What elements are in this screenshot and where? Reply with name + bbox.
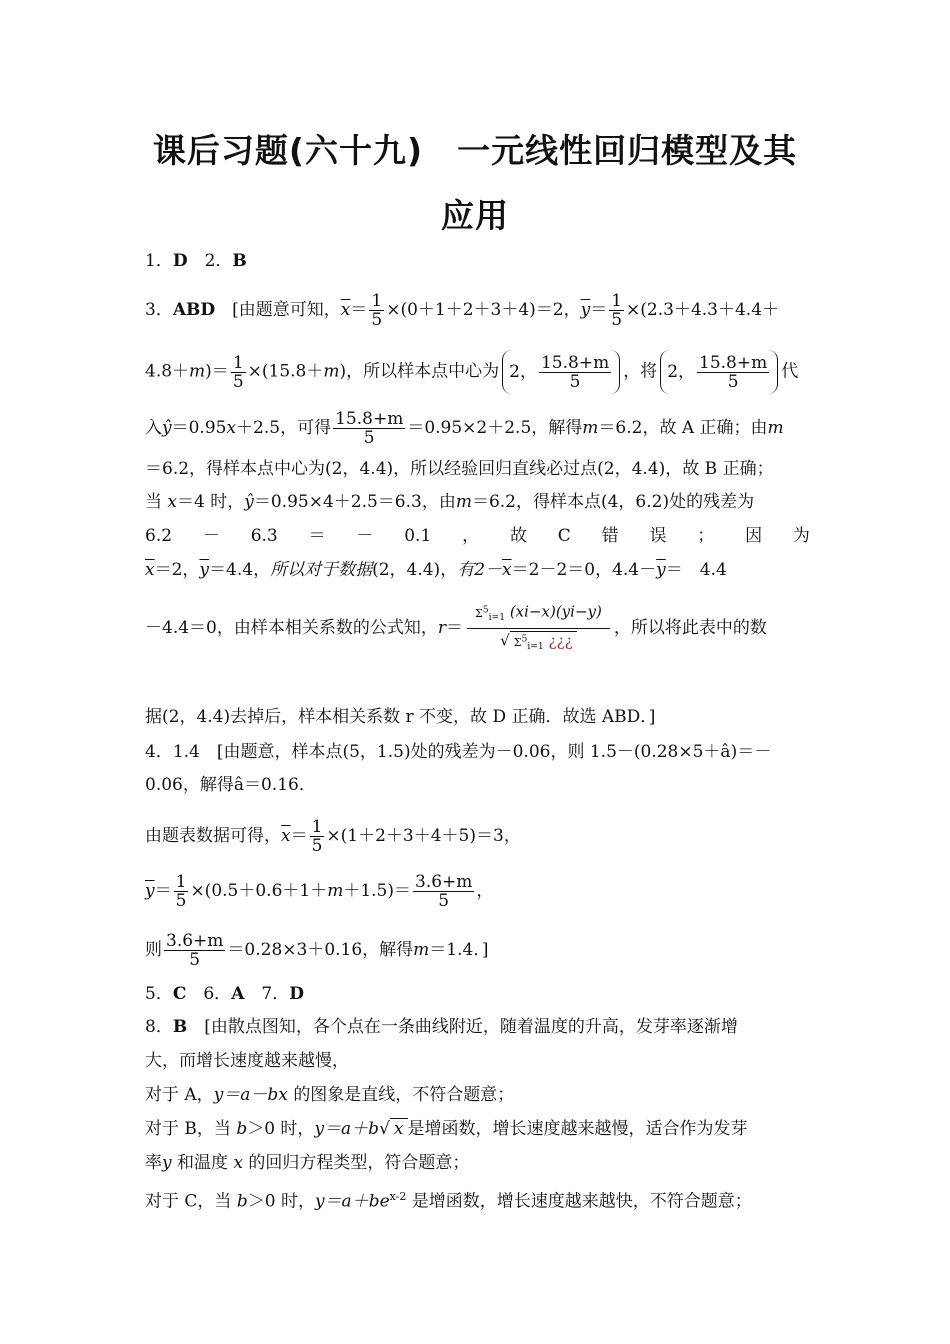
q8-line3: 对于 A，y＝a－bx 的图象是直线，不符合题意； xyxy=(145,1085,515,1105)
q3-line4: ＝6.2，得样本点中心为(2，4.4)，所以经验回归直线必过点(2，4.4)，故 B 正确； xyxy=(145,459,774,479)
q3-line1: 3．ABD [由题意可知，$\overline{x}=$ $\frac{1}{5}$ ×(0＋1＋2＋3＋4)＝2，$\overline{y}=$ $\frac{1}{5}$ ×(2.3＋4.3＋4.4＋ xyxy=(145,291,780,330)
q4-line4: $\overline{y}=$ $\frac{1}{5}$ ×(0.5＋0.6＋1＋m＋1.5)＝ $\frac{3.6+m}{5}$ ， xyxy=(145,872,494,911)
q8-line6: 对于 C，当 b＞0 时，$y=a+be^{x-2}$ 是增函数，增长速度越来越快，不符合题意； xyxy=(145,1190,752,1212)
q4-line2: 0.06，解得â＝0.16． xyxy=(145,775,316,795)
q8-line2: 大，而增长速度越来越慢， xyxy=(145,1051,349,1071)
q3-line6: 6.2 － 6.3 ＝ － 0.1 ， 故 C 错 误 ； 因 为 xyxy=(145,526,810,546)
q4-line3: 由题表数据可得，$\overline{x}=$ $\frac{1}{5}$ ×(1＋2＋3＋4＋5)＝3， xyxy=(145,817,521,856)
q8-line5: 率y 和温度 x 的回归方程类型，符合题意； xyxy=(145,1153,470,1173)
q4-line5: 则 $\frac{3.6+m}{5}$ ＝0.28×3＋0.16，解得m＝1.4．] xyxy=(145,931,489,970)
page-title: 课后习题(六十九) 一元线性回归模型及其 xyxy=(152,131,798,170)
page-title-line2: 应用 xyxy=(441,196,509,235)
q3-line7: $\overline{x}=2$，$\overline{y}=4.4$，所以对于数据(2，4.4)，有$2-\overline{x}=2-2=0$，$4.4-\overline{y}=$ 4.4 xyxy=(145,560,727,580)
correlation-formula: $\frac{\Sigma^5_{i=1} (xi-x)(yi-y)}{√ \Sigma^5_{i=1} ¿¿¿}$ xyxy=(467,600,610,657)
q3-line2: 4.8＋m)＝ $\frac{1}{5}$ ×(15.8＋m)，所以样本点中心为 2， $\frac{15.8+m}{5}$ ，将 2， $\frac{15.8+m}{5}$ 代 xyxy=(145,350,810,394)
q8-line1: 8．B [由散点图知，各个点在一条曲线附近，随着温度的升高，发芽率逐渐增 xyxy=(145,1017,738,1037)
answers-5-7: 5．C 6．A 7．D xyxy=(145,984,304,1004)
q4-line1: 4．1.4 [由题意，样本点(5，1.5)处的残差为－0.06，则 1.5－(0.28×5＋â)＝－ xyxy=(145,742,772,762)
q8-line4: 对于 B，当 b＞0 时，y＝a＋b√ x 是增函数，增长速度越来越慢，适合作为发芽 xyxy=(145,1119,748,1139)
q3-line9: 据(2，4.4)去掉后，样本相关系数 r 不变，故 D 正确．故选 ABD．] xyxy=(145,707,656,727)
q3-line3: 入ŷ＝0.95x＋2.5，可得 $\frac{15.8+m}{5}$ ＝0.95×2＋2.5，解得m＝6.2，故 A 正确；由m xyxy=(145,409,784,448)
answers-1-2: 1．D 2．B xyxy=(145,251,247,271)
q3-line8: －4.4＝0，由样本相关系数的公式知，r＝ $\frac{\Sigma^5_{i=1} (xi-x)(yi-y)}{√ \Sigma^5_{i=1} ¿¿¿}$ ，所以将此表中的数 xyxy=(145,600,810,657)
q3-line5: 当 x＝4 时，ŷ＝0.95×4＋2.5＝6.3，由m＝6.2，得样本点(4，6.2)处的残差为 xyxy=(145,492,755,512)
